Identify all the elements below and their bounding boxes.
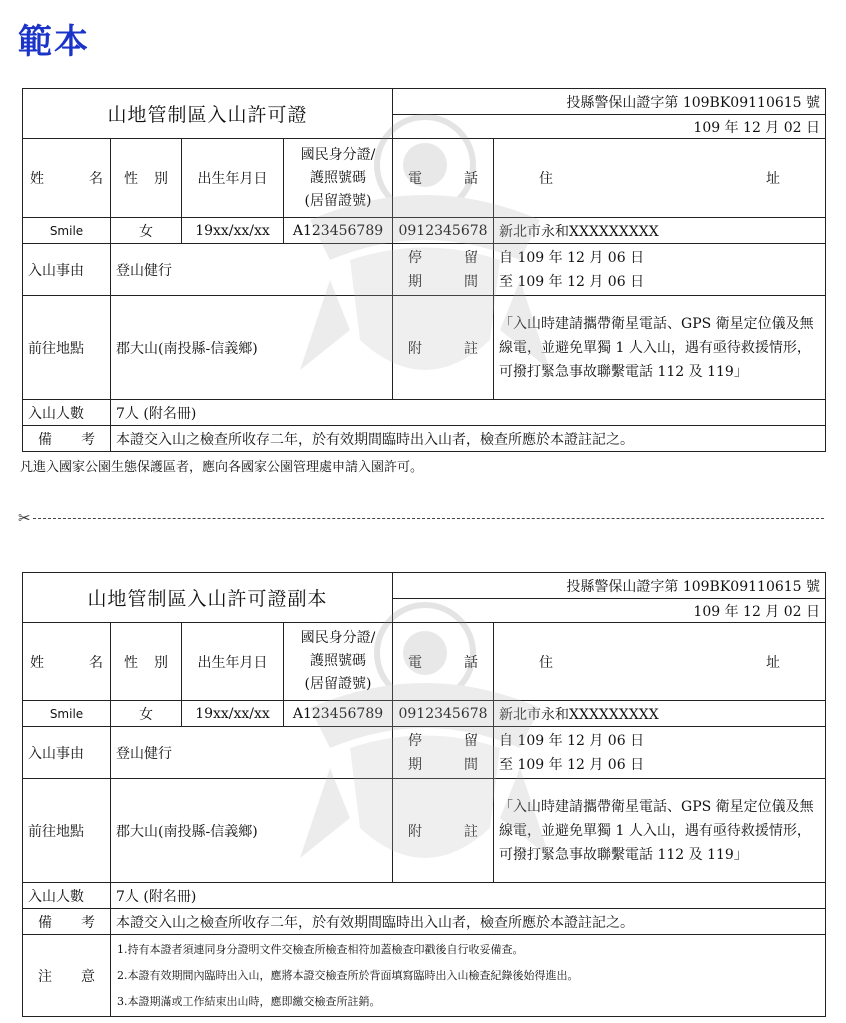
- label-purpose: 入山事由: [23, 244, 111, 296]
- stay-period: 自 109 年 12 月 06 日 至 109 年 12 月 06 日: [494, 244, 826, 296]
- copy-applicant-address: 新北市永和XXXXXXXXX: [494, 701, 826, 727]
- header-birth: 出生年月日: [182, 139, 284, 218]
- label-destination: 前往地點: [23, 296, 111, 400]
- copy-label-count: 入山人數: [23, 883, 111, 909]
- header-address: 住 址: [494, 139, 826, 218]
- permit-number: 投縣警保山證字第 109BK09110615 號: [393, 89, 826, 115]
- copy-trip-destination: 郡大山(南投縣-信義鄉): [111, 779, 393, 883]
- copy-label-attachment: 附 註: [393, 779, 494, 883]
- copy-remark-text: 本證交入山之檢查所收存二年，於有效期間臨時出入山者，檢查所應於本證註記之。: [111, 909, 826, 935]
- header-id: 國民身分證/ 護照號碼 (居留證號): [284, 139, 393, 218]
- copy-header-birth: 出生年月日: [182, 623, 284, 701]
- header-gender: 性 別: [111, 139, 182, 218]
- label-notice: 注 意: [23, 935, 111, 1017]
- header-phone: 電 話: [393, 139, 494, 218]
- applicant-address: 新北市永和XXXXXXXXX: [494, 218, 826, 244]
- copy-applicant-gender: 女: [111, 701, 182, 727]
- copy-permit-title: 山地管制區入山許可證副本: [23, 573, 393, 623]
- copy-header-name: 姓 名: [23, 623, 111, 701]
- copy-trip-purpose: 登山健行: [111, 727, 393, 779]
- copy-label-stay-period: 停 留 期 間: [393, 727, 494, 779]
- trip-destination: 郡大山(南投縣-信義鄉): [111, 296, 393, 400]
- applicant-birth: 19xx/xx/xx: [182, 218, 284, 244]
- copy-header-gender: 性 別: [111, 623, 182, 701]
- copy-label-remark: 備 考: [23, 909, 111, 935]
- copy-applicant-id: A123456789: [284, 701, 393, 727]
- copy-trip-count: 7人 (附名冊): [111, 883, 826, 909]
- scissors-icon: ✂: [18, 509, 31, 527]
- copy-applicant-name: Smile: [23, 701, 111, 727]
- copy-issue-date: 109 年 12 月 02 日: [393, 599, 826, 623]
- trip-count: 7人 (附名冊): [111, 400, 826, 426]
- trip-purpose: 登山健行: [111, 244, 393, 296]
- sample-label: 範本: [18, 22, 90, 62]
- issue-date: 109 年 12 月 02 日: [393, 115, 826, 139]
- copy-stay-period: 自 109 年 12 月 06 日 至 109 年 12 月 06 日: [494, 727, 826, 779]
- permit-main-table: [22, 88, 826, 452]
- notice-item: 3.本證期滿或工作結束出山時，應即繳交檢查所註銷。: [117, 994, 381, 1008]
- copy-label-destination: 前往地點: [23, 779, 111, 883]
- header-name: 姓 名: [23, 139, 111, 218]
- attachment-note: 「入山時建請攜帶衛星電話、GPS 衛星定位儀及無線電，並避免單獨 1 人入山，遇有亟待救援情形，可撥打緊急事故聯繫電話 112 及 119」: [494, 296, 826, 400]
- dashed-divider: [33, 518, 824, 519]
- copy-header-id: 國民身分證/ 護照號碼 (居留證號): [284, 623, 393, 701]
- applicant-phone: 0912345678: [393, 218, 494, 244]
- copy-permit-number: 投縣警保山證字第 109BK09110615 號: [393, 573, 826, 599]
- label-attachment: 附 註: [393, 296, 494, 400]
- permit-title: 山地管制區入山許可證: [23, 89, 393, 139]
- copy-header-phone: 電 話: [393, 623, 494, 701]
- copy-label-purpose: 入山事由: [23, 727, 111, 779]
- copy-applicant-birth: 19xx/xx/xx: [182, 701, 284, 727]
- copy-attachment-note: 「入山時建請攜帶衛星電話、GPS 衛星定位儀及無線電，並避免單獨 1 人入山，遇有亟待救援情形，可撥打緊急事故聯繫電話 112 及 119」: [494, 779, 826, 883]
- park-notice: 凡進入國家公園生態保護區者，應向各國家公園管理處申請入園許可。: [20, 460, 424, 475]
- permit-copy-table: [22, 572, 826, 1017]
- label-stay-period: 停 留 期 間: [393, 244, 494, 296]
- applicant-name: Smile: [23, 218, 111, 244]
- applicant-gender: 女: [111, 218, 182, 244]
- label-count: 入山人數: [23, 400, 111, 426]
- cut-line: [18, 509, 824, 527]
- copy-applicant-phone: 0912345678: [393, 701, 494, 727]
- notice-item: 2.本證有效期間內臨時出入山，應將本證交檢查所於背面填寫臨時出入山檢查紀錄後始得進出。: [117, 968, 579, 982]
- remark-text: 本證交入山之檢查所收存二年，於有效期間臨時出入山者，檢查所應於本證註記之。: [111, 426, 826, 452]
- copy-header-address: 住 址: [494, 623, 826, 701]
- notice-item: 1.持有本證者須連同身分證明文件交檢查所檢查相符加蓋檢查印戳後自行收妥備查。: [117, 942, 524, 956]
- notice-list: [111, 935, 826, 1017]
- applicant-id: A123456789: [284, 218, 393, 244]
- label-remark: 備 考: [23, 426, 111, 452]
